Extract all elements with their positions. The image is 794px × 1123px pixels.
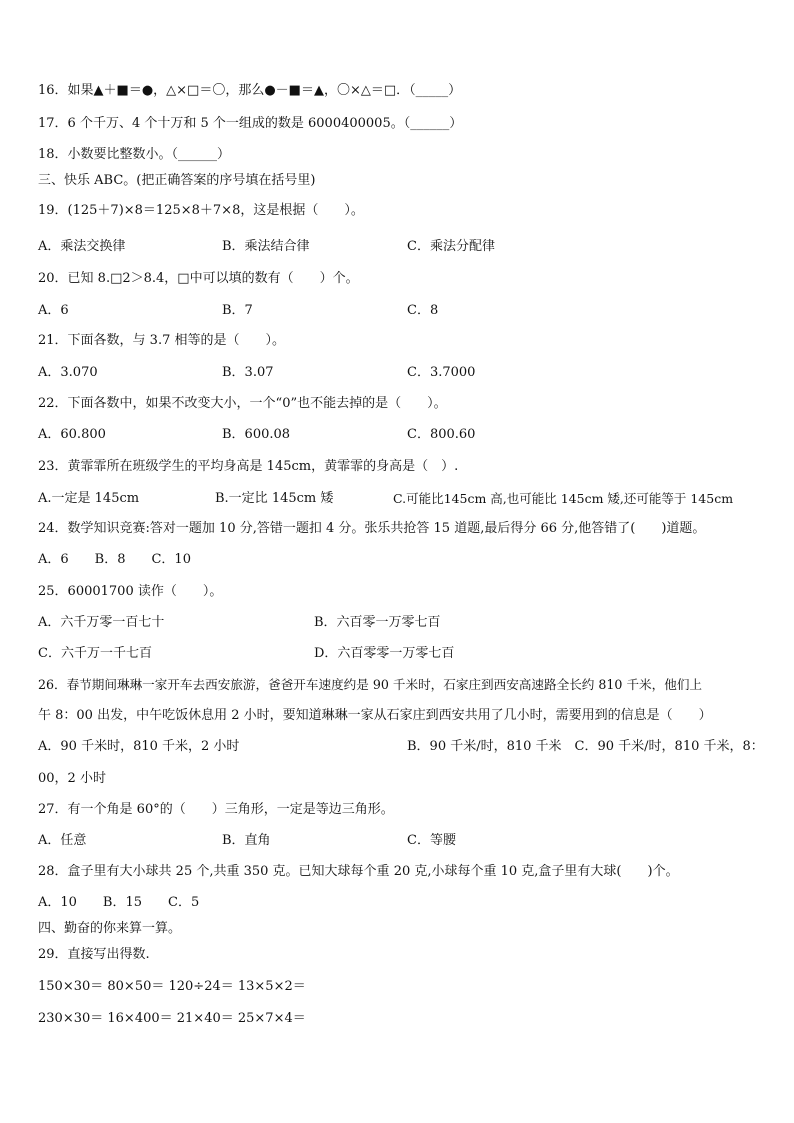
q23-option-c: C.可能比145cm 高,也可能比 145cm 矮,还可能等于 145cm bbox=[393, 491, 734, 506]
q20-option-a: A．6 bbox=[38, 303, 69, 318]
question-22: 22．下面各数中，如果不改变大小，一个“0”也不能去掉的是（ ）。 bbox=[38, 396, 447, 411]
q27-option-a: A．任意 bbox=[38, 833, 87, 848]
question-28: 28．盒子里有大小球共 25 个,共重 350 克。已知大球每个重 20 克,小球每个重 10 克,盒子里有大球( )个。 bbox=[38, 864, 679, 879]
section-4-heading: 四、勤奋的你来算一算。 bbox=[38, 921, 182, 936]
q21-option-c: C．3.7000 bbox=[407, 365, 476, 380]
calc-row-2: 230×30＝ 16×400＝ 21×40＝ 25×7×4＝ bbox=[38, 1011, 306, 1026]
q26-option-a: A．90 千米时，810 千米，2 小时 bbox=[38, 739, 240, 754]
q25-option-a: A．六千万零一百七十 bbox=[38, 615, 165, 630]
q23-option-a: A.一定是 145cm bbox=[38, 491, 140, 506]
q27-option-c: C．等腰 bbox=[407, 833, 456, 848]
question-26-line-2: 午 8：00 出发，中午吃饭休息用 2 小时，要知道琳琳一家从石家庄到西安共用了几小时，需要用到的信息是（ ） bbox=[38, 708, 712, 723]
q19-option-a: A．乘法交换律 bbox=[38, 239, 126, 254]
q19-option-c: C．乘法分配律 bbox=[407, 239, 495, 254]
question-21: 21．下面各数，与 3.7 相等的是（ ）。 bbox=[38, 333, 285, 348]
q27-option-b: B．直角 bbox=[222, 833, 271, 848]
section-3-heading: 三、快乐 ABC。(把正确答案的序号填在括号里) bbox=[38, 173, 316, 188]
question-27: 27．有一个角是 60°的（ ）三角形，一定是等边三角形。 bbox=[38, 802, 394, 817]
q20-option-c: C．8 bbox=[407, 303, 439, 318]
question-24: 24．数学知识竞赛:答对一题加 10 分,答错一题扣 4 分。张乐共抢答 15 道题,最后得分 66 分,他答错了( )道题。 bbox=[38, 521, 706, 536]
question-23: 23．黄霏霏所在班级学生的平均身高是 145cm，黄霏霏的身高是（ ）. bbox=[38, 459, 459, 474]
calc-row-1: 150×30＝ 80×50＝ 120÷24＝ 13×5×2＝ bbox=[38, 979, 306, 994]
q22-option-a: A．60.800 bbox=[38, 427, 106, 442]
q21-option-b: B．3.07 bbox=[222, 365, 274, 380]
q24-options: A．6 B．8 C．10 bbox=[38, 552, 191, 567]
q23-option-b: B.一定比 145cm 矮 bbox=[215, 491, 334, 506]
question-20: 20．已知 8.□2＞8.4，□中可以填的数有（ ）个。 bbox=[38, 271, 359, 286]
q25-option-c: C．六千万一千七百 bbox=[38, 646, 152, 661]
question-19: 19．(125＋7)×8＝125×8＋7×8，这是根据（ ）。 bbox=[38, 203, 364, 218]
question-17: 17．6 个千万、4 个十万和 5 个一组成的数是 6000400005。（______） bbox=[38, 116, 463, 131]
q25-option-d: D．六百零零一万零七百 bbox=[314, 646, 455, 661]
q20-option-b: B．7 bbox=[222, 303, 253, 318]
q26-option-b-c: B．90 千米/时，810 千米 C．90 千米/时，810 千米，8： bbox=[407, 739, 764, 754]
question-29: 29．直接写出得数. bbox=[38, 947, 150, 962]
q22-option-b: B．600.08 bbox=[222, 427, 291, 442]
question-16: 16．如果▲＋■＝●，△×□＝〇，那么●－■＝▲，〇×△＝□．（_____） bbox=[38, 83, 462, 98]
q19-option-b: B．乘法结合律 bbox=[222, 239, 310, 254]
question-18: 18．小数要比整数小。（______） bbox=[38, 147, 231, 162]
q28-options: A．10 B．15 C．5 bbox=[38, 895, 200, 910]
question-25: 25．60001700 读作（ ）。 bbox=[38, 584, 223, 599]
q25-option-b: B．六百零一万零七百 bbox=[314, 615, 441, 630]
q26-option-continued: 00，2 小时 bbox=[38, 771, 106, 786]
q21-option-a: A．3.070 bbox=[38, 365, 98, 380]
question-26-line-1: 26．春节期间琳琳一家开车去西安旅游，爸爸开车速度约是 90 千米时，石家庄到西安高速路全长约 810 千米，他们上 bbox=[38, 677, 703, 692]
q22-option-c: C．800.60 bbox=[407, 427, 476, 442]
